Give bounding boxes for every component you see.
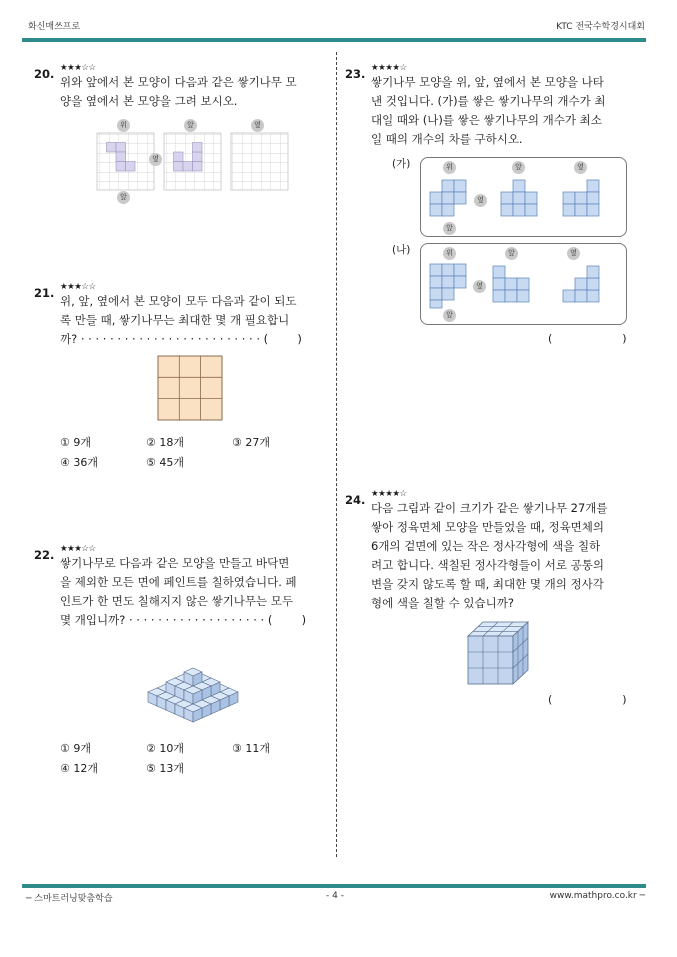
q22-cube bbox=[184, 704, 202, 722]
q24-cube-figure bbox=[462, 620, 534, 688]
header-left: 화신매쓰프로 bbox=[28, 22, 81, 32]
q20-label-front-bottom: 앞 bbox=[117, 191, 130, 204]
q23-answer-blank[interactable]: ( ) bbox=[548, 332, 627, 345]
q20-label-front: 앞 bbox=[184, 119, 197, 132]
q23-ga-label-front: 앞 bbox=[512, 161, 525, 174]
q23-label-ga: (가) bbox=[392, 158, 411, 170]
q21-text: 위, 앞, 옆에서 본 모양이 모두 다음과 같이 되도 록 만들 때, 쌓기나무는 최대한 몇 개 필요합니 까? · · · · · · · · · · · · · · · · · · · · · · · · · ( ) bbox=[60, 294, 302, 346]
q21-choice-2[interactable]: ② 18개 bbox=[146, 436, 184, 449]
q22-choice-3[interactable]: ③ 11개 bbox=[232, 742, 270, 755]
q23-na-label-top: 위 bbox=[443, 247, 456, 260]
footer-left: ─ 스마트러닝맞춤학습 bbox=[26, 894, 113, 904]
q23-ga-label-front-bottom: 앞 bbox=[443, 222, 456, 235]
q22-choice-1[interactable]: ① 9개 bbox=[60, 742, 91, 755]
q23-na-label-side: 옆 bbox=[567, 247, 580, 260]
footer-right[interactable]: www.mathpro.co.kr ─ bbox=[549, 891, 645, 901]
q21-choice-1[interactable]: ① 9개 bbox=[60, 436, 91, 449]
footer-bar bbox=[22, 884, 646, 888]
q22-number: 22. bbox=[34, 548, 55, 562]
q22-choice-5[interactable]: ⑤ 13개 bbox=[146, 762, 184, 775]
q21-grid-figure bbox=[157, 355, 223, 421]
q23-na-label-front-bottom: 앞 bbox=[443, 309, 456, 322]
q20-label-side: 옆 bbox=[251, 119, 264, 132]
q24-text: 다음 그림과 같이 크기가 같은 쌓기나무 27개를 쌓아 정육면체 모양을 만들었을 때, 정육면체의 6개의 겉면에 있는 작은 정사각형에 색을 칠하 려고 합니다. 색칠된 정사각형들이 서로 공통의 변을 갖지 않도록 할 때, 최대한 몇 개의 정사각 형에 색을 칠할 수 있습니까? bbox=[371, 501, 608, 610]
q22-stars: ★★★☆☆ bbox=[60, 544, 96, 554]
q23-ga-label-side-mid: 옆 bbox=[474, 194, 487, 207]
q23-text: 쌓기나무 모양을 위, 앞, 옆에서 본 모양을 나타 낸 것입니다. (가)를 쌓은 쌓기나무의 개수가 최 대일 때와 (나)를 쌓은 쌓기나무의 개수가 최소 일 때의 개수의 차를 구하시오. bbox=[371, 75, 606, 146]
q20-side-view-blank-grid bbox=[231, 133, 288, 190]
q23-panel-na bbox=[420, 243, 627, 325]
q20-label-side-middle: 옆 bbox=[149, 153, 162, 166]
q23-label-na: (나) bbox=[392, 244, 411, 256]
q21-choice-5[interactable]: ⑤ 45개 bbox=[146, 456, 184, 469]
q24-stars: ★★★★☆ bbox=[371, 489, 407, 499]
q22-text: 쌓기나무로 다음과 같은 모양을 만들고 바닥면 을 제외한 모든 면에 페인트를 칠하였습니다. 페 인트가 한 면도 칠해지지 않은 쌓기나무는 모두 몇 개입니까? · · · · · · · · · · · · · · · · · · · ( ) bbox=[60, 556, 307, 627]
q21-number: 21. bbox=[34, 286, 55, 300]
q20-number: 20. bbox=[34, 67, 55, 81]
column-divider bbox=[336, 52, 337, 857]
q21-choice-4[interactable]: ④ 36개 bbox=[60, 456, 98, 469]
q21-stars: ★★★☆☆ bbox=[60, 282, 96, 292]
q23-stars: ★★★★☆ bbox=[371, 63, 407, 73]
header-bar bbox=[22, 38, 646, 42]
q23-panel-ga bbox=[420, 157, 627, 237]
q22-choice-2[interactable]: ② 10개 bbox=[146, 742, 184, 755]
q23-ga-label-side: 옆 bbox=[574, 161, 587, 174]
q23-na-label-front: 앞 bbox=[505, 247, 518, 260]
q23-number: 23. bbox=[345, 67, 366, 81]
q22-choice-4[interactable]: ④ 12개 bbox=[60, 762, 98, 775]
q20-text: 위와 앞에서 본 모양이 다음과 같은 쌓기나무 모 양을 옆에서 본 모양을 그려 보시오. bbox=[60, 75, 297, 108]
q21-choice-3[interactable]: ③ 27개 bbox=[232, 436, 270, 449]
q22-cube-stack-figure bbox=[118, 632, 268, 732]
footer-page-number: - 4 - bbox=[326, 891, 344, 901]
q20-label-top: 위 bbox=[117, 119, 130, 132]
q24-answer-blank[interactable]: ( ) bbox=[548, 693, 627, 706]
header-right: KTC 전국수학경시대회 bbox=[556, 22, 645, 32]
q24-number: 24. bbox=[345, 493, 366, 507]
q23-ga-label-top: 위 bbox=[443, 161, 456, 174]
q23-na-label-side-mid: 옆 bbox=[473, 280, 486, 293]
q20-stars: ★★★☆☆ bbox=[60, 63, 96, 73]
